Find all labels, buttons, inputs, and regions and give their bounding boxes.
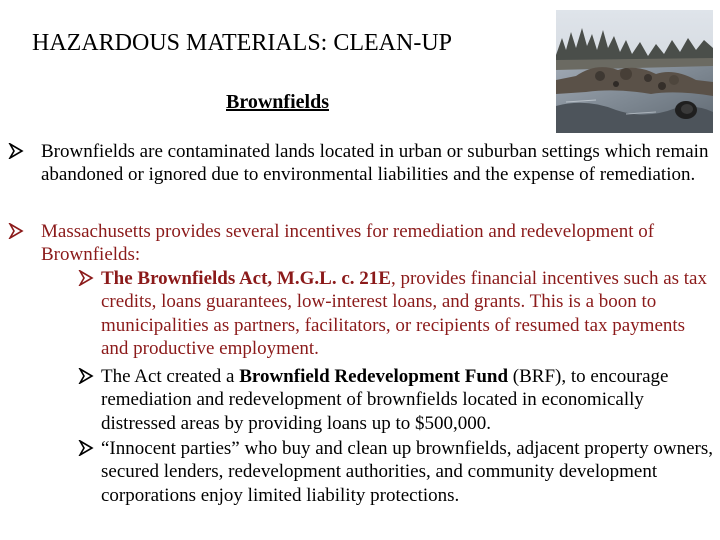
- sub-bullet-text: “Innocent parties” who buy and clean up brownfields, adjacent property owners, secured lenders, redevelopment authorities, and community development corporations enjoy limited liability protections.: [101, 438, 714, 506]
- sub-bullet-redevelopment-fund: [101, 365, 713, 435]
- bullet-text: Brownfields are contaminated lands located in urban or suburban settings which remain abandoned or ignored due to environmental liabilities and the expense of remediation.: [41, 141, 709, 186]
- arrow-bullet-icon: [8, 223, 24, 239]
- bullet-massachusetts-incentives: [41, 220, 713, 267]
- sub-bullet-brownfields-act: [101, 267, 713, 361]
- slide-subtitle: Brownfields: [226, 91, 329, 113]
- polluted-brownfield-photo: [556, 10, 713, 133]
- sub-bullet-text: The Act created a: [101, 366, 240, 387]
- slide-title: HAZARDOUS MATERIALS: CLEAN-UP: [32, 30, 453, 56]
- arrow-bullet-icon: [78, 368, 94, 384]
- sub-bullet-text: (BRF), to encourage remediation and redevelopment of brownfields located in economically distressed areas by providing loans up to $500,000.: [101, 366, 669, 434]
- bullet-text: Massachusetts provides several incentives for remediation and redevelopment of Brownfields:: [41, 221, 655, 266]
- arrow-bullet-icon: [78, 440, 94, 456]
- bullet-brownfields-definition: [41, 140, 713, 187]
- sub-bullet-innocent-parties: [101, 437, 713, 507]
- arrow-bullet-icon: [78, 270, 94, 286]
- fund-name: Brownfield Redevelopment Fund: [239, 366, 509, 387]
- brownfields-act-name: The Brownfields Act, M.G.L. c. 21E: [101, 268, 391, 289]
- arrow-bullet-icon: [8, 143, 24, 159]
- sub-bullet-text: , provides financial incentives such as tax credits, loans guarantees, low-interest loans, and grants. This is a boon to municipalities as partners, facilitators, or recipients of resumed tax payments and productive employment.: [101, 268, 707, 360]
